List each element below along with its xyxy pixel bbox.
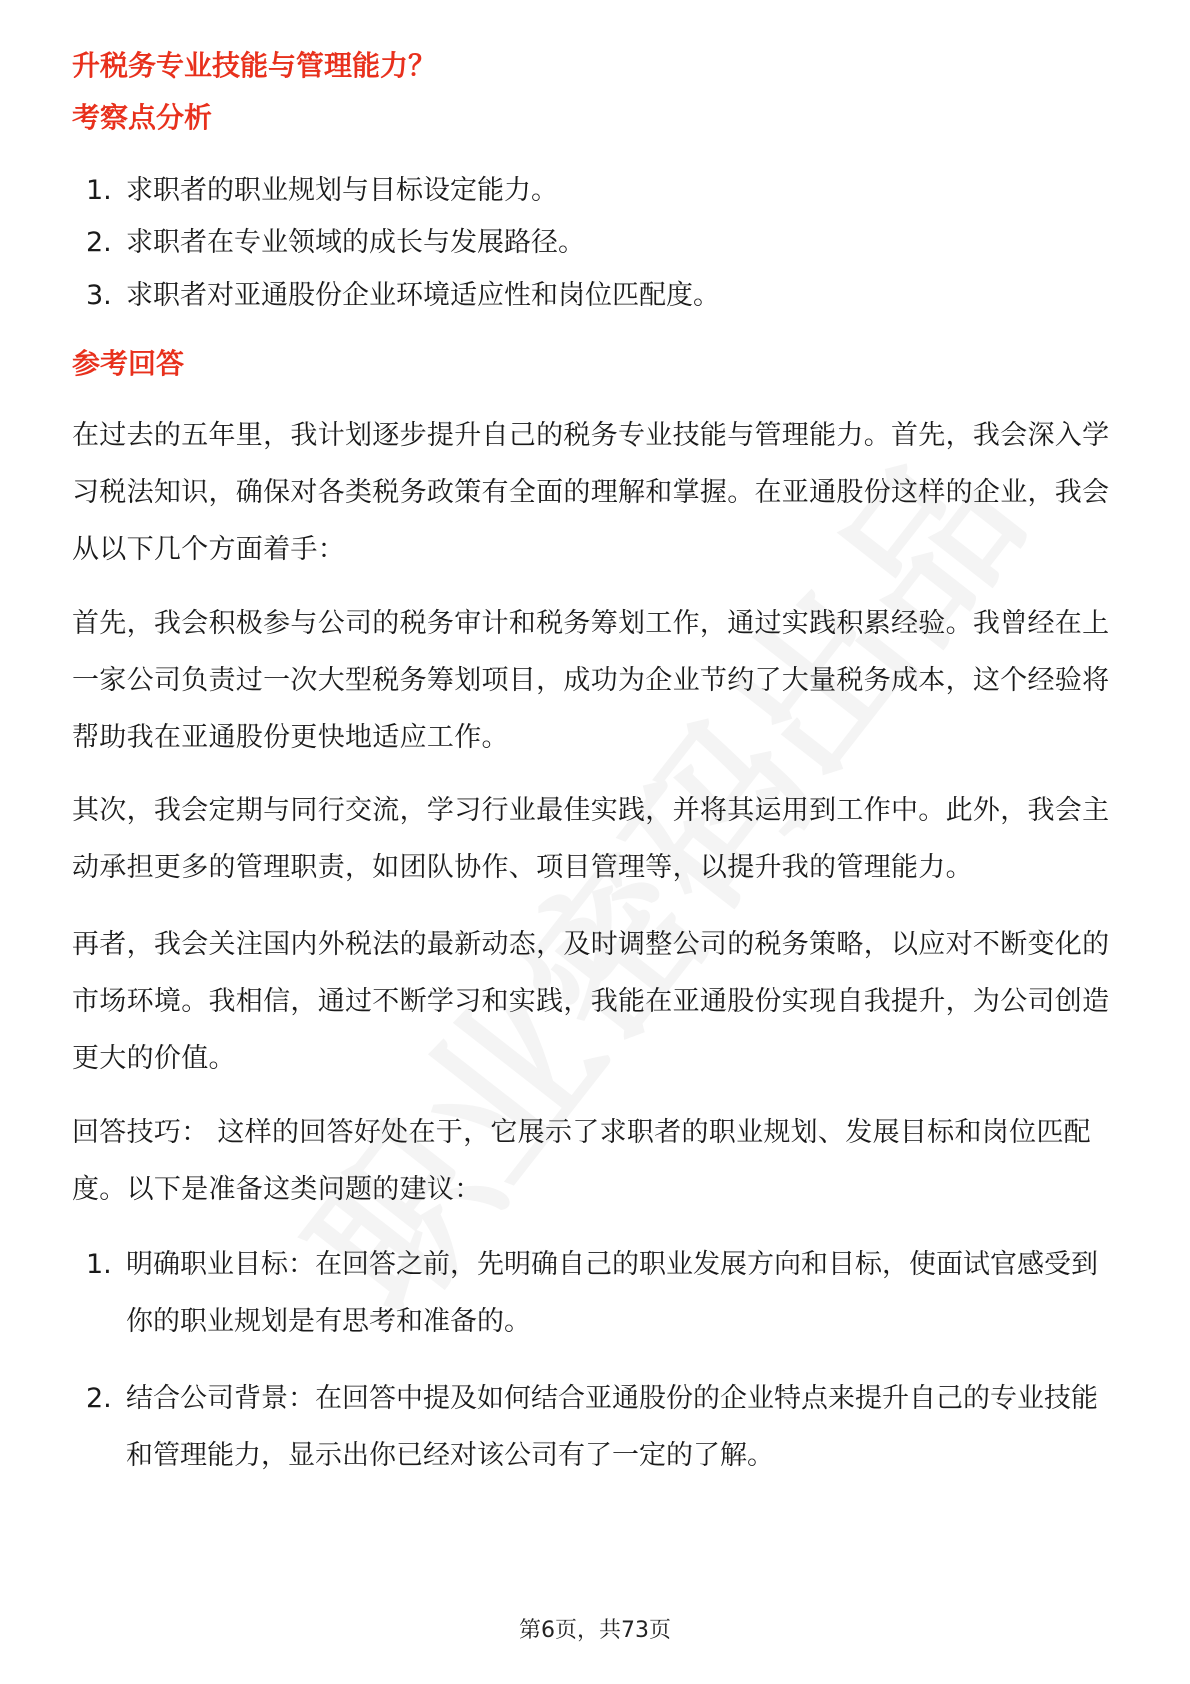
analysis-item-text: 求职者对亚通股份企业环境适应性和岗位匹配度。 [126,280,720,311]
analysis-item-text: 求职者在专业领域的成长与发展路径。 [126,227,585,258]
answer-paragraph: 再者，我会关注国内外税法的最新动态，及时调整公司的税务策略，以应对不断变化的市场环境。我相信，通过不断学习和实践，我能在亚通股份实现自我提升，为公司创造更大的价值。 [72,929,1110,1074]
analysis-item [86,214,1116,271]
tip-item-text: 明确职业目标：在回答之前，先明确自己的职业发展方向和目标，使面试官感受到你的职业规划是有思考和准备的。 [126,1249,1098,1337]
tip-item-number: 1. [86,1249,112,1280]
tip-item [86,1370,1116,1484]
analysis-item-text: 求职者的职业规划与目标设定能力。 [126,175,558,206]
tip-item-text: 结合公司背景：在回答中提及如何结合亚通股份的企业特点来提升自己的专业技能和管理能力，显示出你已经对该公司有了一定的了解。 [126,1383,1098,1471]
answer-paragraph: 首先，我会积极参与公司的税务审计和税务筹划工作，通过实践积累经验。我曾经在上一家公司负责过一次大型税务筹划项目，成功为企业节约了大量税务成本，这个经验将帮助我在亚通股份更快地适应工作。 [72,608,1110,753]
analysis-item-number: 2. [86,227,112,258]
analysis-item [86,267,1116,324]
page-footer: 第6页，共73页 [519,1618,671,1643]
analysis-title: 考察点分析 [72,101,213,134]
analysis-item-number: 3. [86,280,112,311]
answer-paragraph: 在过去的五年里，我计划逐步提升自己的税务专业技能与管理能力。首先，我会深入学习税法知识，确保对各类税务政策有全面的理解和掌握。在亚通股份这样的企业，我会从以下几个方面着手： [72,420,1110,565]
analysis-item-number: 1. [86,175,112,206]
tip-item-number: 2. [86,1383,112,1414]
tip-item [86,1236,1116,1350]
answer-tips-intro: 回答技巧： 这样的回答好处在于，它展示了求职者的职业规划、发展目标和岗位匹配度。以下是准备这类问题的建议： [72,1117,1091,1205]
answer-paragraph: 其次，我会定期与同行交流，学习行业最佳实践，并将其运用到工作中。此外，我会主动承担更多的管理职责，如团队协作、项目管理等，以提升我的管理能力。 [72,795,1110,883]
question-heading-continuation: 升税务专业技能与管理能力？ [72,49,437,82]
analysis-item [86,162,1116,219]
answer-title: 参考回答 [72,347,185,380]
